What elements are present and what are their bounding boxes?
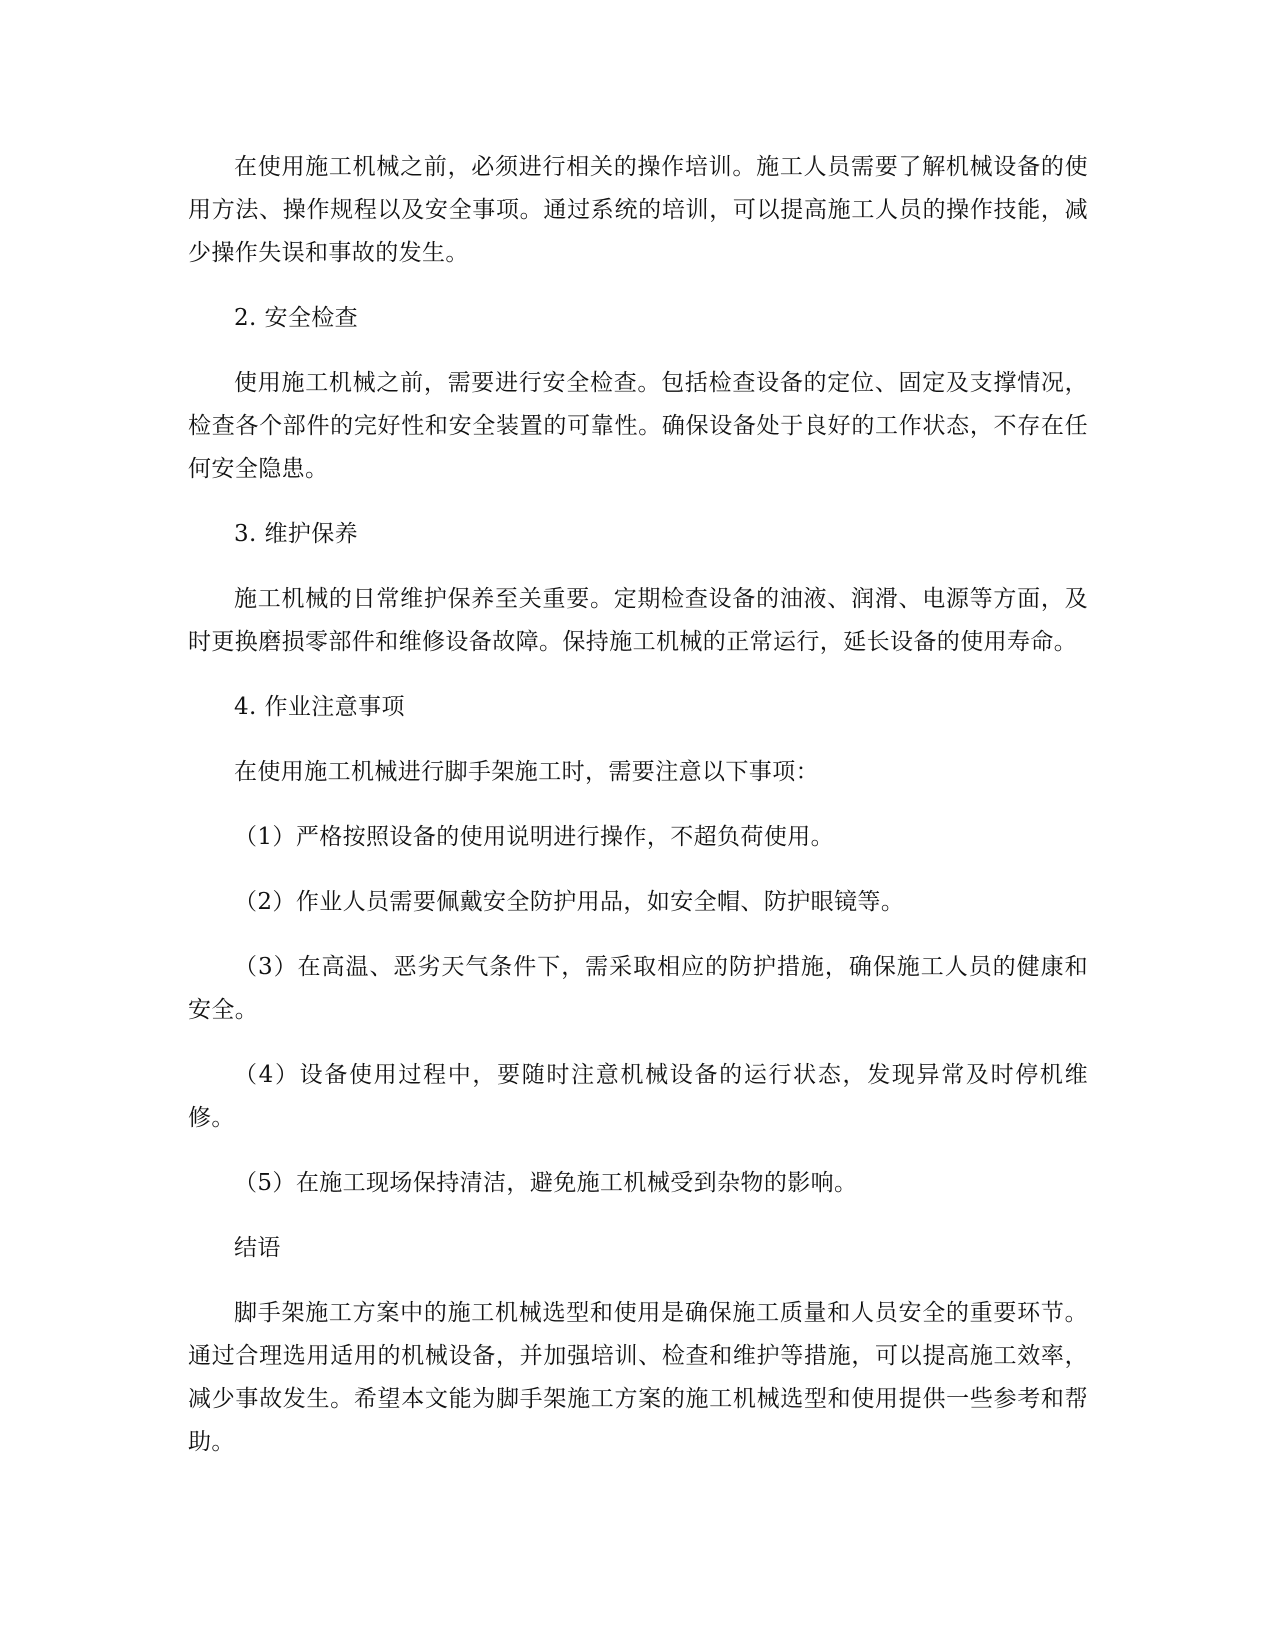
list-item-precaution-3: （3）在高温、恶劣天气条件下，需采取相应的防护措施，确保施工人员的健康和安全。 xyxy=(188,954,1088,1023)
heading-work-precautions: 4. 作业注意事项 xyxy=(234,694,405,720)
paragraph-safety-check: 使用施工机械之前，需要进行安全检查。包括检查设备的定位、固定及支撑情况，检查各个部件的完好性和安全装置的可靠性。确保设备处于良好的工作状态，不存在任何安全隐患。 xyxy=(188,370,1088,482)
list-item-precaution-1: （1）严格按照设备的使用说明进行操作，不超负荷使用。 xyxy=(234,824,835,850)
paragraph-maintenance: 施工机械的日常维护保养至关重要。定期检查设备的油液、润滑、电源等方面，及时更换磨损零部件和维修设备故障。保持施工机械的正常运行，延长设备的使用寿命。 xyxy=(188,586,1088,655)
list-item-precaution-5: （5）在施工现场保持清洁，避免施工机械受到杂物的影响。 xyxy=(234,1170,858,1196)
paragraph-training: 在使用施工机械之前，必须进行相关的操作培训。施工人员需要了解机械设备的使用方法、操作规程以及安全事项。通过系统的培训，可以提高施工人员的操作技能，减少操作失误和事故的发生。 xyxy=(188,154,1088,266)
paragraph-precautions-intro: 在使用施工机械进行脚手架施工时，需要注意以下事项： xyxy=(234,759,819,785)
heading-conclusion: 结语 xyxy=(234,1235,281,1261)
paragraph-conclusion: 脚手架施工方案中的施工机械选型和使用是确保施工质量和人员安全的重要环节。通过合理选用适用的机械设备，并加强培训、检查和维护等措施，可以提高施工效率，减少事故发生。希望本文能为脚手架施工方案的施工机械选型和使用提供一些参考和帮助。 xyxy=(188,1300,1088,1455)
document-body xyxy=(188,146,1088,1486)
heading-safety-check: 2. 安全检查 xyxy=(234,305,359,331)
list-item-precaution-4: （4）设备使用过程中，要随时注意机械设备的运行状态，发现异常及时停机维修。 xyxy=(188,1062,1088,1131)
heading-maintenance: 3. 维护保养 xyxy=(234,521,359,547)
list-item-precaution-2: （2）作业人员需要佩戴安全防护用品，如安全帽、防护眼镜等。 xyxy=(234,889,905,915)
